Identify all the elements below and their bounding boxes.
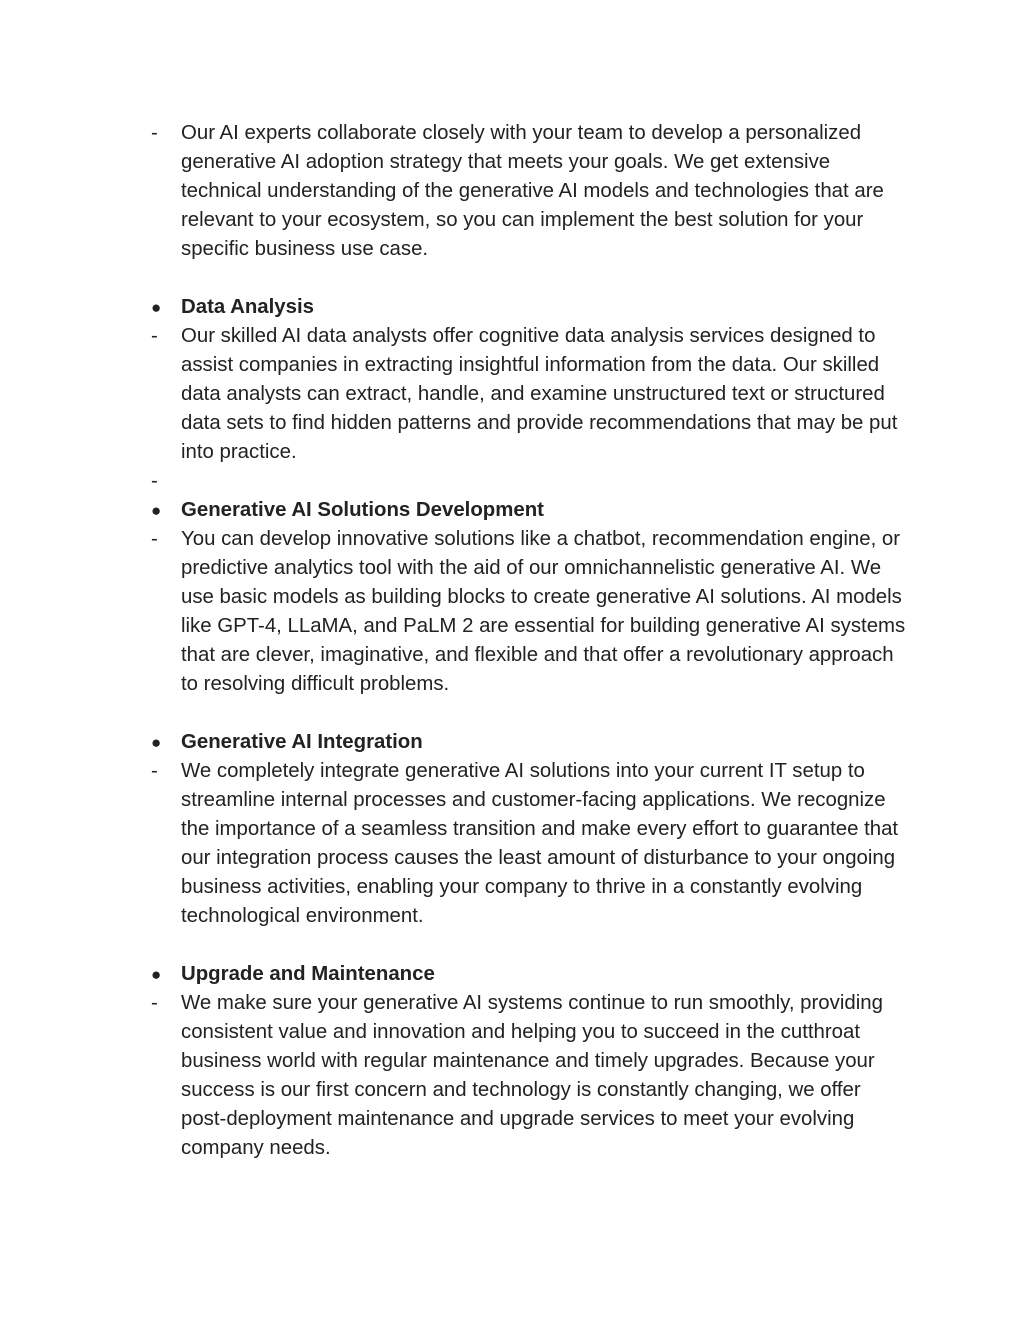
section-heading-integration: [148, 728, 908, 757]
section-body-upgrade-maintenance: [148, 989, 908, 1163]
bullet-icon: ●: [151, 298, 162, 317]
intro-paragraph: [148, 119, 908, 264]
document-content: [148, 119, 908, 1163]
section-body: We completely integrate generative AI solutions into your current IT setup to streamline internal processes and customer-facing applications. We recognize the importance of a seamless transition and make every effort to guarantee that our integration process causes the least amount of disturbance to your ongoing business activities, enabling your company to thrive in a constantly evolving technological environment.: [181, 760, 899, 927]
intro-text: Our AI experts collaborate closely with your team to develop a personalized generative AI adoption strategy that meets your goals. We get extensive technical understanding of the generative AI models and technologies that are relevant to your ecosystem, so you can implement the best solution for your specific business use case.: [181, 122, 884, 260]
section-heading-solutions-development: [148, 496, 908, 525]
section-body-data-analysis: [148, 322, 908, 467]
dash-marker: -: [151, 992, 158, 1014]
section-heading: Data Analysis: [181, 296, 314, 318]
section-heading: Generative AI Integration: [181, 731, 423, 753]
bullet-icon: ●: [151, 965, 162, 984]
section-body-integration: [148, 757, 908, 931]
bullet-icon: ●: [151, 733, 162, 752]
dash-marker: -: [151, 760, 158, 782]
section-heading-data-analysis: [148, 293, 908, 322]
section-heading: Upgrade and Maintenance: [181, 963, 435, 985]
section-heading: Generative AI Solutions Development: [181, 499, 544, 521]
section-body: Our skilled AI data analysts offer cognitive data analysis services designed to assist companies in extracting insightful information from the data. Our skilled data analysts can extract, handle, and examine unstructured text or structured data sets to find hidden patterns and provide recommendations that may be put into practice.: [181, 325, 898, 463]
bullet-icon: ●: [151, 501, 162, 520]
dash-marker: -: [151, 470, 158, 492]
section-heading-upgrade-maintenance: [148, 960, 908, 989]
section-body-solutions-development: [148, 525, 908, 699]
dash-marker: -: [151, 528, 158, 550]
dash-marker: -: [151, 122, 158, 144]
empty-dash-line: [148, 467, 908, 496]
section-body: We make sure your generative AI systems continue to run smoothly, providing consistent value and innovation and helping you to succeed in the cutthroat business world with regular maintenance and timely upgrades. Because your success is our first concern and technology is constantly changing, we offer post-deployment maintenance and upgrade services to meet your evolving company needs.: [181, 992, 883, 1159]
dash-marker: -: [151, 325, 158, 347]
section-body: You can develop innovative solutions like a chatbot, recommendation engine, or predictive analytics tool with the aid of our omnichannelistic generative AI. We use basic models as building blocks to create generative AI solutions. AI models like GPT-4, LLaMA, and PaLM 2 are essential for building generative AI systems that are clever, imaginative, and flexible and that offer a revolutionary approach to resolving difficult problems.: [181, 528, 906, 695]
